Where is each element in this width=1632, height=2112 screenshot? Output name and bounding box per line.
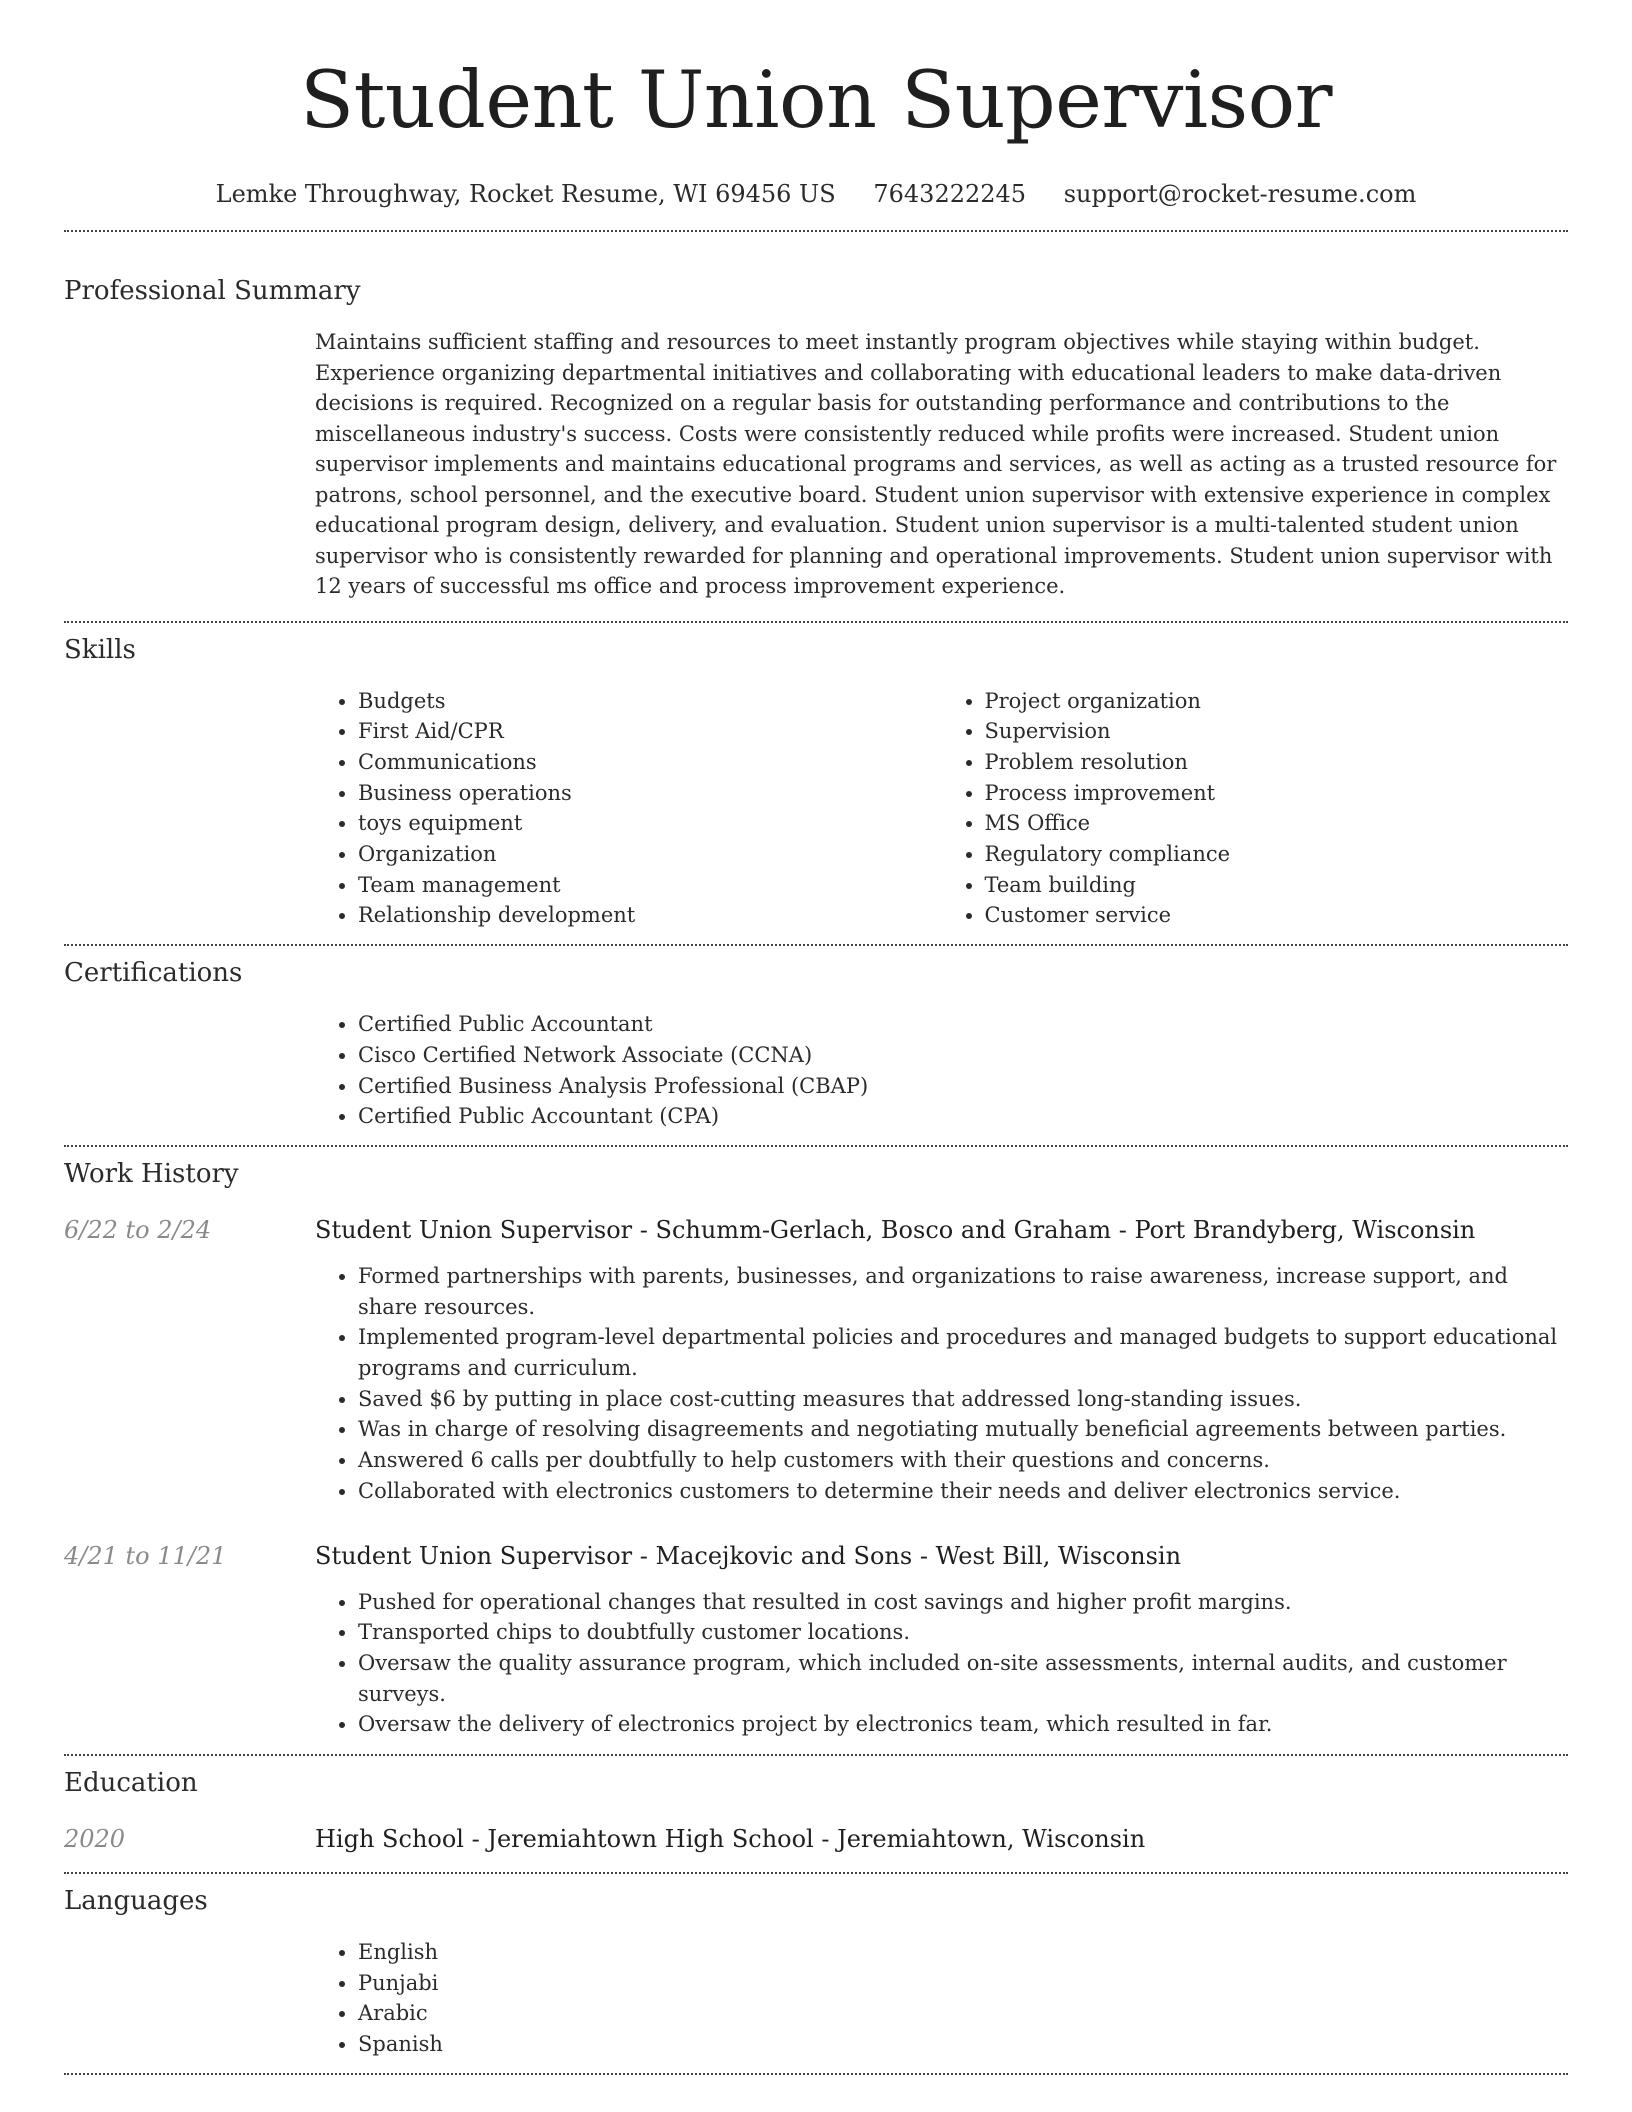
section-divider xyxy=(64,621,1568,623)
skill-item: • Process improvement xyxy=(985,778,1569,809)
skills-content xyxy=(315,686,1568,932)
job-bullet: • Was in charge of resolving disagreements and negotiating mutually beneficial agreements between parties. xyxy=(358,1414,1568,1445)
summary-content xyxy=(315,327,1568,602)
job-entry xyxy=(64,1539,1568,1741)
education-section xyxy=(64,1766,1568,1856)
contact-line xyxy=(64,178,1568,210)
work-history-heading: Work History xyxy=(64,1158,239,1189)
job-bullet: • Transported chips to doubtfully customer locations. xyxy=(358,1617,1568,1648)
languages-list xyxy=(315,1937,1568,2060)
skill-item: • Regulatory compliance xyxy=(985,839,1569,870)
job-details xyxy=(315,1261,1568,1507)
work-history-section xyxy=(64,1157,1568,1740)
skill-item: • Business operations xyxy=(358,778,942,809)
language-item: • Spanish xyxy=(358,2029,1568,2060)
skill-item: • Supervision xyxy=(985,716,1569,747)
education-entry xyxy=(64,1822,1568,1856)
skill-item: • Budgets xyxy=(358,686,942,717)
skills-list-left xyxy=(315,686,942,932)
job-header xyxy=(64,1539,1568,1573)
certifications-section xyxy=(64,956,1568,1132)
skill-item: • First Aid/CPR xyxy=(358,716,942,747)
skill-item: • Communications xyxy=(358,747,942,778)
languages-section xyxy=(64,1884,1568,2060)
section-divider xyxy=(64,944,1568,946)
contact-phone: 7643222245 xyxy=(873,180,1027,208)
job-bullet: • Pushed for operational changes that resulted in cost savings and higher profit margins. xyxy=(358,1587,1568,1618)
job-bullets xyxy=(315,1261,1568,1507)
job-bullet: • Formed partnerships with parents, businesses, and organizations to raise awareness, increase support, and share resources. xyxy=(358,1261,1568,1322)
summary-section xyxy=(64,274,1568,602)
certifications-content xyxy=(315,1009,1568,1132)
certifications-heading: Certifications xyxy=(64,958,243,989)
job-details xyxy=(315,1587,1568,1741)
language-item: • English xyxy=(358,1937,1568,1968)
skills-grid xyxy=(315,686,1568,932)
section-divider xyxy=(64,2073,1568,2075)
job-title: Student Union Supervisor - Schumm-Gerlach, Bosco and Graham - Port Brandyberg, Wisconsin xyxy=(315,1215,1476,1244)
job-bullet: • Answered 6 calls per doubtfully to help customers with their questions and concerns. xyxy=(358,1445,1568,1476)
job-bullet: • Implemented program-level departmental policies and procedures and managed budgets to support educational programs and curriculum. xyxy=(358,1322,1568,1383)
skill-item: • Team building xyxy=(985,870,1569,901)
skill-item: • MS Office xyxy=(985,808,1569,839)
language-item: • Punjabi xyxy=(358,1968,1568,1999)
language-item: • Arabic xyxy=(358,1998,1568,2029)
skill-item: • Relationship development xyxy=(358,900,942,931)
section-divider xyxy=(64,1754,1568,1756)
candidate-name: Student Union Supervisor xyxy=(300,54,1332,146)
skills-section xyxy=(64,633,1568,932)
contact-address: Lemke Throughway, Rocket Resume, WI 69456 US xyxy=(215,180,836,208)
certification-item: • Certified Public Accountant xyxy=(358,1009,1568,1040)
summary-heading: Professional Summary xyxy=(64,276,361,306)
job-entry xyxy=(64,1213,1568,1507)
education-year: 2020 xyxy=(64,1825,126,1854)
section-divider xyxy=(64,1145,1568,1147)
skill-item: • Project organization xyxy=(985,686,1569,717)
languages-content xyxy=(315,1937,1568,2060)
job-bullet: • Oversaw the delivery of electronics project by electronics team, which resulted in far. xyxy=(358,1709,1568,1740)
skill-item: • Customer service xyxy=(985,900,1569,931)
resume-header xyxy=(64,0,1568,210)
skills-heading: Skills xyxy=(64,634,136,665)
skill-item: • Organization xyxy=(358,839,942,870)
skills-list-right xyxy=(942,686,1569,932)
certification-item: • Certified Public Accountant (CPA) xyxy=(358,1101,1568,1132)
job-header xyxy=(64,1213,1568,1247)
education-heading: Education xyxy=(64,1768,198,1799)
education-school: High School - Jeremiahtown High School - Jeremiahtown, Wisconsin xyxy=(315,1825,1146,1854)
job-bullets xyxy=(315,1587,1568,1741)
section-divider xyxy=(64,1872,1568,1874)
job-dates: 6/22 to 2/24 xyxy=(64,1215,212,1244)
job-bullet: • Collaborated with electronics customers to determine their needs and deliver electronics service. xyxy=(358,1476,1568,1507)
section-divider xyxy=(64,230,1568,232)
certification-item: • Certified Business Analysis Professional (CBAP) xyxy=(358,1071,1568,1102)
job-bullet: • Oversaw the quality assurance program, which included on-site assessments, internal audits, and customer surveys. xyxy=(358,1648,1568,1709)
job-title: Student Union Supervisor - Macejkovic and Sons - West Bill, Wisconsin xyxy=(315,1541,1182,1570)
languages-heading: Languages xyxy=(64,1886,208,1917)
skill-item: • Team management xyxy=(358,870,942,901)
skill-item: • toys equipment xyxy=(358,808,942,839)
job-bullet: • Saved $6 by putting in place cost-cutting measures that addressed long-standing issues. xyxy=(358,1384,1568,1415)
skill-item: • Problem resolution xyxy=(985,747,1569,778)
job-dates: 4/21 to 11/21 xyxy=(64,1541,227,1570)
summary-text: Maintains sufficient staffing and resources to meet instantly program objectives while staying within budget. Experience organizing departmental initiatives and collaborating with educational leaders to make data-driven decisions is required. Recognized on a regular basis for outstanding performance and contributions to the miscellaneous industry's success. Costs were consistently reduced while profits were increased. Student union supervisor implements and maintains educational programs and services, as well as acting as a trusted resource for patrons, school personnel, and the executive board. Student union supervisor with extensive experience in complex educational program design, delivery, and evaluation. Student union supervisor is a multi-talented student union supervisor who is consistently rewarded for planning and operational improvements. Student union supervisor with 12 years of successful ms office and process improvement experience. xyxy=(315,330,1557,598)
certification-item: • Cisco Certified Network Associate (CCNA) xyxy=(358,1040,1568,1071)
certifications-list xyxy=(315,1009,1568,1132)
contact-email: support@rocket-resume.com xyxy=(1063,180,1417,208)
